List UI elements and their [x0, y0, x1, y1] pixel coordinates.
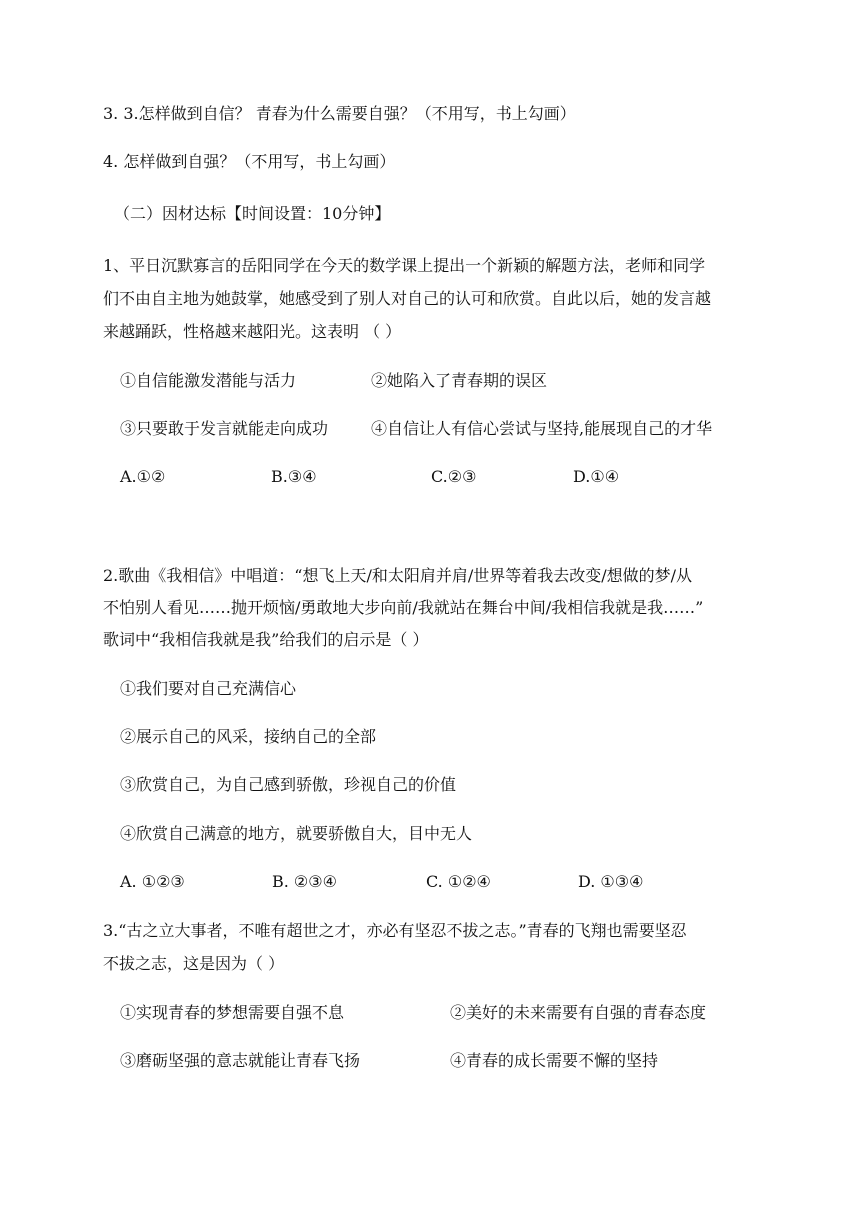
q1-item: ②她陷入了青春期的误区: [371, 371, 548, 390]
q2-stem-line: 不怕别人看见……抛开烦恼/勇敢地大步向前/我就站在舞台中间/我相信我就是我……”: [103, 598, 704, 617]
q1-item: ③只要敢于发言就能走向成功: [120, 419, 329, 438]
q3-item: ①实现青春的梦想需要自强不息: [120, 1003, 345, 1022]
question-3-confidence: 3. 3.怎样做到自信？ 青春为什么需要自强？（不用写，书上勾画）: [103, 104, 576, 123]
q2-stem-line: 2.歌曲《我相信》中唱道：“想飞上天/和太阳肩并肩/世界等着我去改变/想做的梦/从: [103, 566, 693, 585]
q2-choice-a: A. ①②③: [120, 872, 185, 891]
section-heading: （二）因材达标【时间设置：10分钟】: [114, 204, 391, 223]
q1-choice-c: C.②③: [431, 467, 477, 486]
q3-item: ②美好的未来需要有自强的青春态度: [450, 1003, 707, 1022]
q2-item: ②展示自己的风采，接纳自己的全部: [120, 727, 377, 746]
q2-item: ③欣赏自己，为自己感到骄傲，珍视自己的价值: [120, 775, 457, 794]
q1-stem-line: 们不由自主地为她鼓掌，她感受到了别人对自己的认可和欣赏。自此以后，她的发言越: [103, 289, 712, 308]
q2-choice-c: C. ①②④: [426, 872, 491, 891]
q2-item: ①我们要对自己充满信心: [120, 679, 297, 698]
q1-stem-line: 来越踊跃，性格越来越阳光。这表明 （ ）: [103, 322, 402, 341]
q2-item: ④欣赏自己满意的地方，就要骄傲自大，目中无人: [120, 824, 473, 843]
q2-choice-d: D. ①③④: [578, 872, 644, 891]
q1-item: ①自信能激发潜能与活力: [120, 371, 297, 390]
q1-choice-a: A.①②: [120, 467, 166, 486]
q2-choice-b: B. ②③④: [272, 872, 337, 891]
q3-stem-line: 不拔之志，这是因为（ ）: [103, 954, 285, 973]
q1-choice-b: B.③④: [271, 467, 317, 486]
q2-stem-line: 歌词中“我相信我就是我”给我们的启示是（ ）: [103, 630, 429, 649]
q3-item: ④青春的成长需要不懈的坚持: [450, 1051, 659, 1070]
q1-stem-line: 1、平日沉默寡言的岳阳同学在今天的数学课上提出一个新颖的解题方法，老师和同学: [103, 256, 706, 275]
q3-stem-line: 3.“古之立大事者，不唯有超世之才，亦必有坚忍不拔之志。”青春的飞翔也需要坚忍: [103, 921, 687, 940]
question-4-self-strength: 4. 怎样做到自强？（不用写，书上勾画）: [103, 152, 396, 171]
q1-choice-d: D.①④: [573, 467, 620, 486]
q3-item: ③磨砺坚强的意志就能让青春飞扬: [120, 1051, 361, 1070]
q1-item: ④自信让人有信心尝试与坚持,能展现自己的才华: [371, 419, 713, 438]
